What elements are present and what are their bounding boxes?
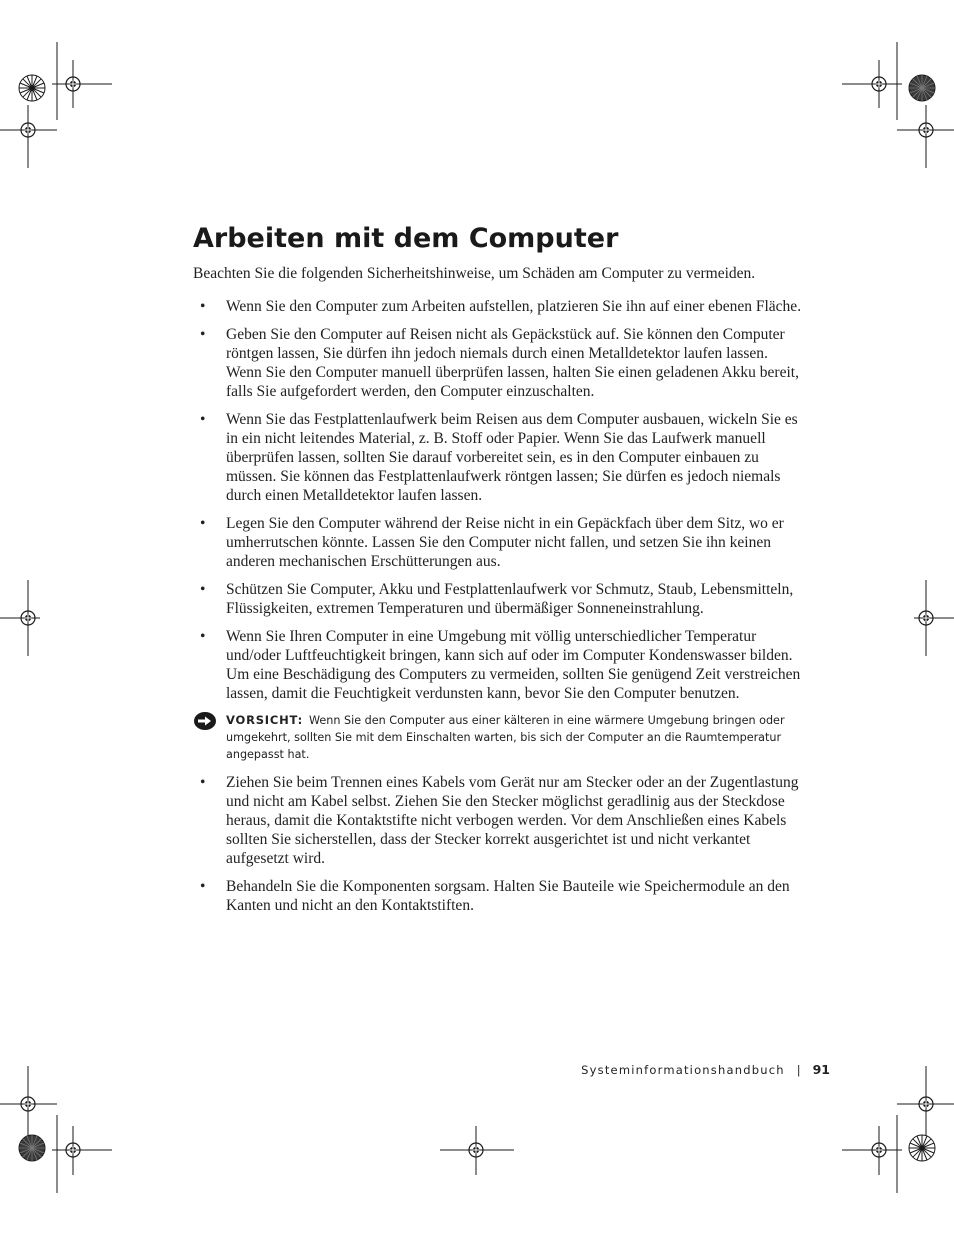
bullet-marker: • [200,774,206,791]
bullet-text: Wenn Sie den Computer zum Arbeiten aufstellen, platzieren Sie ihn auf einer ebenen Fläche. [226,298,802,315]
bullet-text: Wenn Sie das Festplattenlaufwerk beim Reisen aus dem Computer ausbauen, wickeln Sie es in ein nicht leitendes Material, z. B. Stoff oder Papier. Wenn Sie das Laufwerk manuell überprüfen lassen, sollten Sie darauf vorbereitet sein, es in den Computer einbauen zu müssen. Sie können das Festplattenlaufwerk röntgen lassen; Sie dürfen es jedoch niemals durch einen Metalldetektor laufen lassen. [226,411,798,504]
notice-text: Wenn Sie den Computer aus einer kälteren in eine wärmere Umgebung bringen oder umgekehrt, sollten Sie mit dem Einschalten warten, bis sich der Computer an die Raumtemperatur angepasst hat. [226,714,785,761]
notice-label: VORSICHT: [226,713,303,727]
bullet-item [193,325,813,401]
bullet-item [193,514,813,571]
caution-notice [193,712,813,763]
footer-separator: | [796,1063,801,1077]
page-title: Arbeiten mit dem Computer [193,223,619,254]
footer-book-title: Systeminformationshandbuch [581,1063,785,1077]
bullet-item [193,580,813,618]
bullet-text: Behandeln Sie die Komponenten sorgsam. Halten Sie Bauteile wie Speichermodule an den Kanten und nicht an den Kontaktstiften. [226,878,790,914]
bullet-item [193,627,813,703]
bullet-marker: • [200,326,206,343]
bullet-list-before-notice [193,297,813,703]
page-number: 91 [812,1062,830,1077]
bullet-text: Schützen Sie Computer, Akku und Festplattenlaufwerk vor Schmutz, Staub, Lebensmitteln, Flüssigkeiten, extremen Temperaturen und übermäßiger Sonneneinstrahlung. [226,581,794,617]
starburst-target-icon [909,75,935,101]
bullet-item [193,773,813,868]
page-footer [581,1062,830,1077]
starburst-target-icon [19,1135,45,1161]
safety-instructions [193,297,813,924]
starburst-target-icon [909,1135,935,1161]
starburst-target-icon [19,75,45,101]
bullet-text: Geben Sie den Computer auf Reisen nicht als Gepäckstück auf. Sie können den Computer röntgen lassen, Sie dürfen ihn jedoch niemals durch einen Metalldetektor laufen lassen. Wenn Sie den Computer manuell überprüfen lassen, halten Sie einen geladenen Akku bereit, falls Sie aufgefordert werden, den Computer einzuschalten. [226,326,799,400]
bullet-marker: • [200,878,206,895]
bullet-item [193,877,813,915]
bullet-marker: • [200,515,206,532]
bullet-text: Ziehen Sie beim Trennen eines Kabels vom Gerät nur am Stecker oder an der Zugentlastung und nicht am Kabel selbst. Ziehen Sie den Stecker möglichst geradlinig aus der Steckdose heraus, damit die Kontaktstifte nicht verbogen werden. Vor dem Anschließen eines Kabels sollten Sie sicherstellen, dass der Stecker korrekt ausgerichtet ist und nicht verkantet aufgesetzt wird. [226,774,799,867]
bullet-marker: • [200,581,206,598]
bullet-list-after-notice [193,773,813,915]
intro-paragraph: Beachten Sie die folgenden Sicherheitshinweise, um Schäden am Computer zu vermeiden. [193,265,756,282]
bullet-marker: • [200,628,206,645]
bullet-text: Legen Sie den Computer während der Reise nicht in ein Gepäckfach über dem Sitz, wo er umherrutschen könnte. Lassen Sie den Computer nicht fallen, und setzen Sie ihn keinen anderen mechanischen Erschütterungen aus. [226,515,784,570]
bullet-text: Wenn Sie Ihren Computer in eine Umgebung mit völlig unterschiedlicher Temperatur und/oder Luftfeuchtigkeit bringen, kann sich auf oder im Computer Kondenswasser bilden. Um eine Beschädigung des Computers zu vermeiden, sollten Sie genügend Zeit verstreichen lassen, damit die Feuchtigkeit verdunsten kann, bevor Sie den Computer benutzen. [226,628,801,702]
bullet-marker: • [200,411,206,428]
notice-arrow-icon [193,711,217,731]
bullet-item [193,410,813,505]
bullet-marker: • [200,298,206,315]
bullet-item [193,297,813,316]
